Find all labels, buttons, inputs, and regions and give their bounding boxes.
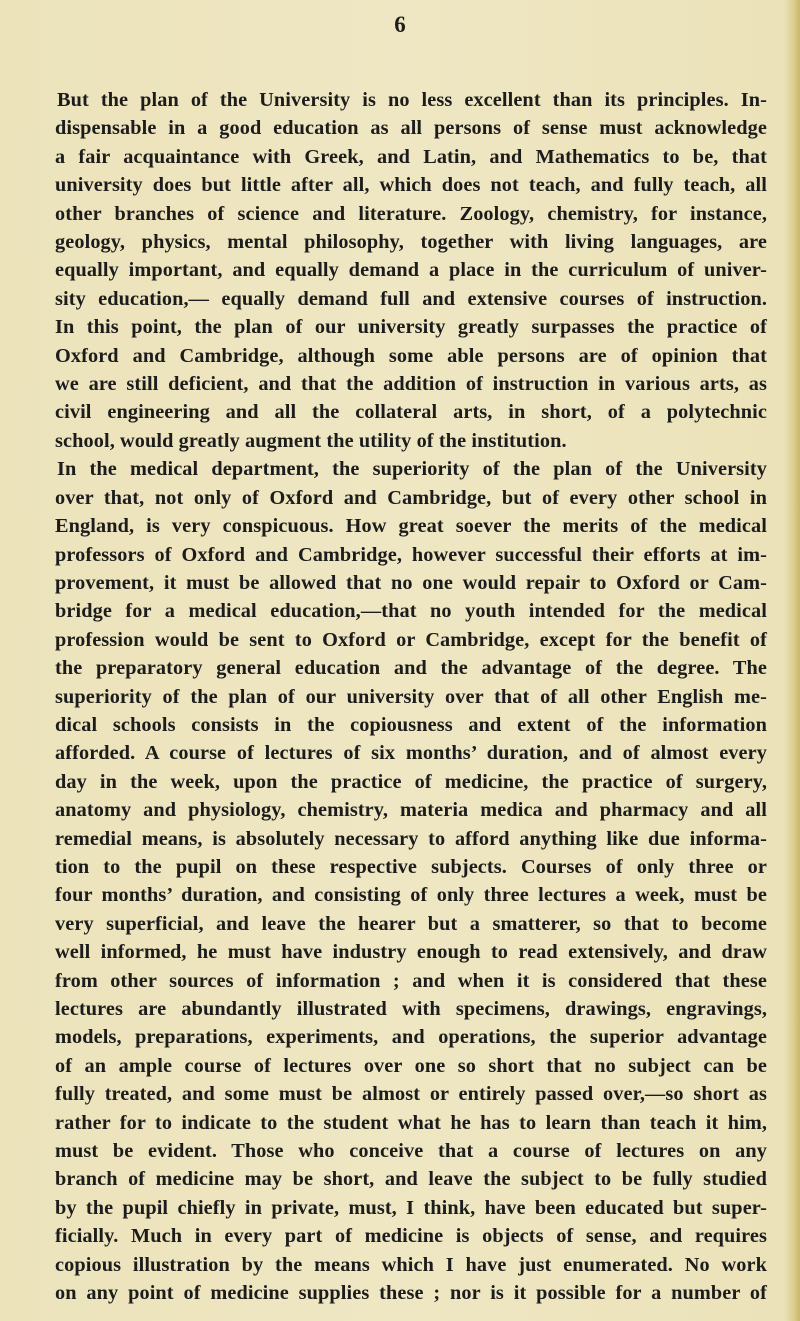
text-line: copious illustration by the means which I have just enumerated. No work xyxy=(55,1253,767,1276)
text-line: four months’ duration, and consisting of only three lectures a week, must be xyxy=(55,884,767,907)
text-line: equally important, and equally demand a place in the curriculum of univer- xyxy=(55,259,767,282)
text-line: provement, it must be allowed that no one would repair to Oxford or Cam- xyxy=(55,571,767,594)
text-line: England, is very conspicuous. How great soever the merits of the medical xyxy=(55,515,767,538)
text-line: civil engineering and all the collateral arts, in short, of a polytechnic xyxy=(55,401,767,424)
text-line: sity education,— equally demand full and extensive courses of instruction. xyxy=(55,287,767,310)
text-line: very superficial, and leave the hearer but a smatterer, so that to become xyxy=(55,912,767,935)
text-line: Oxford and Cambridge, although some able persons are of opinion that xyxy=(55,344,767,367)
text-line: But the plan of the University is no less excellent than its principles. In- xyxy=(57,89,767,111)
text-line: remedial means, is absolutely necessary to afford anything like due informa- xyxy=(55,827,767,850)
text-line: day in the week, upon the practice of medicine, the practice of surgery, xyxy=(55,770,767,793)
text-line: models, preparations, experiments, and operations, the superior advantage xyxy=(55,1026,767,1049)
text-line: must be evident. Those who conceive that a course of lectures on any xyxy=(55,1140,767,1163)
page-edge-shadow xyxy=(784,0,800,1321)
text-line: In this point, the plan of our university greatly surpasses the practice of xyxy=(55,316,767,339)
text-line: the preparatory general education and the advantage of the degree. The xyxy=(55,657,767,680)
text-line: of an ample course of lectures over one so short that no subject can be xyxy=(55,1054,767,1077)
text-line: bridge for a medical education,—that no youth intended for the medical xyxy=(55,600,767,623)
text-line: on any point of medicine supplies these ; nor is it possible for a number of xyxy=(55,1282,767,1305)
text-line: from other sources of information ; and when it is considered that these xyxy=(55,969,767,992)
text-line: In the medical department, the superiority of the plan of the University xyxy=(57,458,767,481)
text-line: ficially. Much in every part of medicine is objects of sense, and requires xyxy=(55,1225,767,1248)
text-line: professors of Oxford and Cambridge, however successful their efforts at im- xyxy=(55,543,767,566)
text-line: we are still deficient, and that the addition of instruction in various arts, as xyxy=(55,373,767,396)
page-number: 6 xyxy=(394,12,406,37)
text-line: anatomy and physiology, chemistry, materia medica and pharmacy and all xyxy=(55,799,767,822)
text-line: branch of medicine may be short, and leave the subject to be fully studied xyxy=(55,1168,767,1191)
text-line: fully treated, and some must be almost or entirely passed over,—so short as xyxy=(55,1083,767,1106)
text-line: well informed, he must have industry enough to read extensively, and draw xyxy=(55,941,767,964)
text-line: over that, not only of Oxford and Cambridge, but of every other school in xyxy=(55,486,767,509)
text-line: superiority of the plan of our university over that of all other English me- xyxy=(55,685,767,708)
text-line: profession would be sent to Oxford or Cambridge, except for the benefit of xyxy=(55,628,767,651)
text-line: afforded. A course of lectures of six months’ duration, and of almost every xyxy=(55,742,767,765)
text-line: university does but little after all, which does not teach, and fully teach, all xyxy=(55,174,767,197)
text-line: a fair acquaintance with Greek, and Latin, and Mathematics to be, that xyxy=(55,145,767,168)
text-line: rather for to indicate to the student what he has to learn than teach it him, xyxy=(55,1111,767,1134)
text-line: dispensable in a good education as all persons of sense must acknowledge xyxy=(55,117,767,140)
text-line: dical schools consists in the copiousness and extent of the information xyxy=(55,713,767,736)
body-text xyxy=(55,86,767,1307)
text-line: geology, physics, mental philosophy, together with living languages, are xyxy=(55,231,767,254)
text-line: tion to the pupil on these respective subjects. Courses of only three or xyxy=(55,855,767,878)
text-line: lectures are abundantly illustrated with specimens, drawings, engravings, xyxy=(55,998,767,1020)
text-line: by the pupil chiefly in private, must, I think, have been educated but super- xyxy=(55,1196,767,1219)
text-line: other branches of science and literature. Zoology, chemistry, for instance, xyxy=(55,202,767,225)
text-line: school, would greatly augment the utility of the institution. xyxy=(55,429,567,452)
